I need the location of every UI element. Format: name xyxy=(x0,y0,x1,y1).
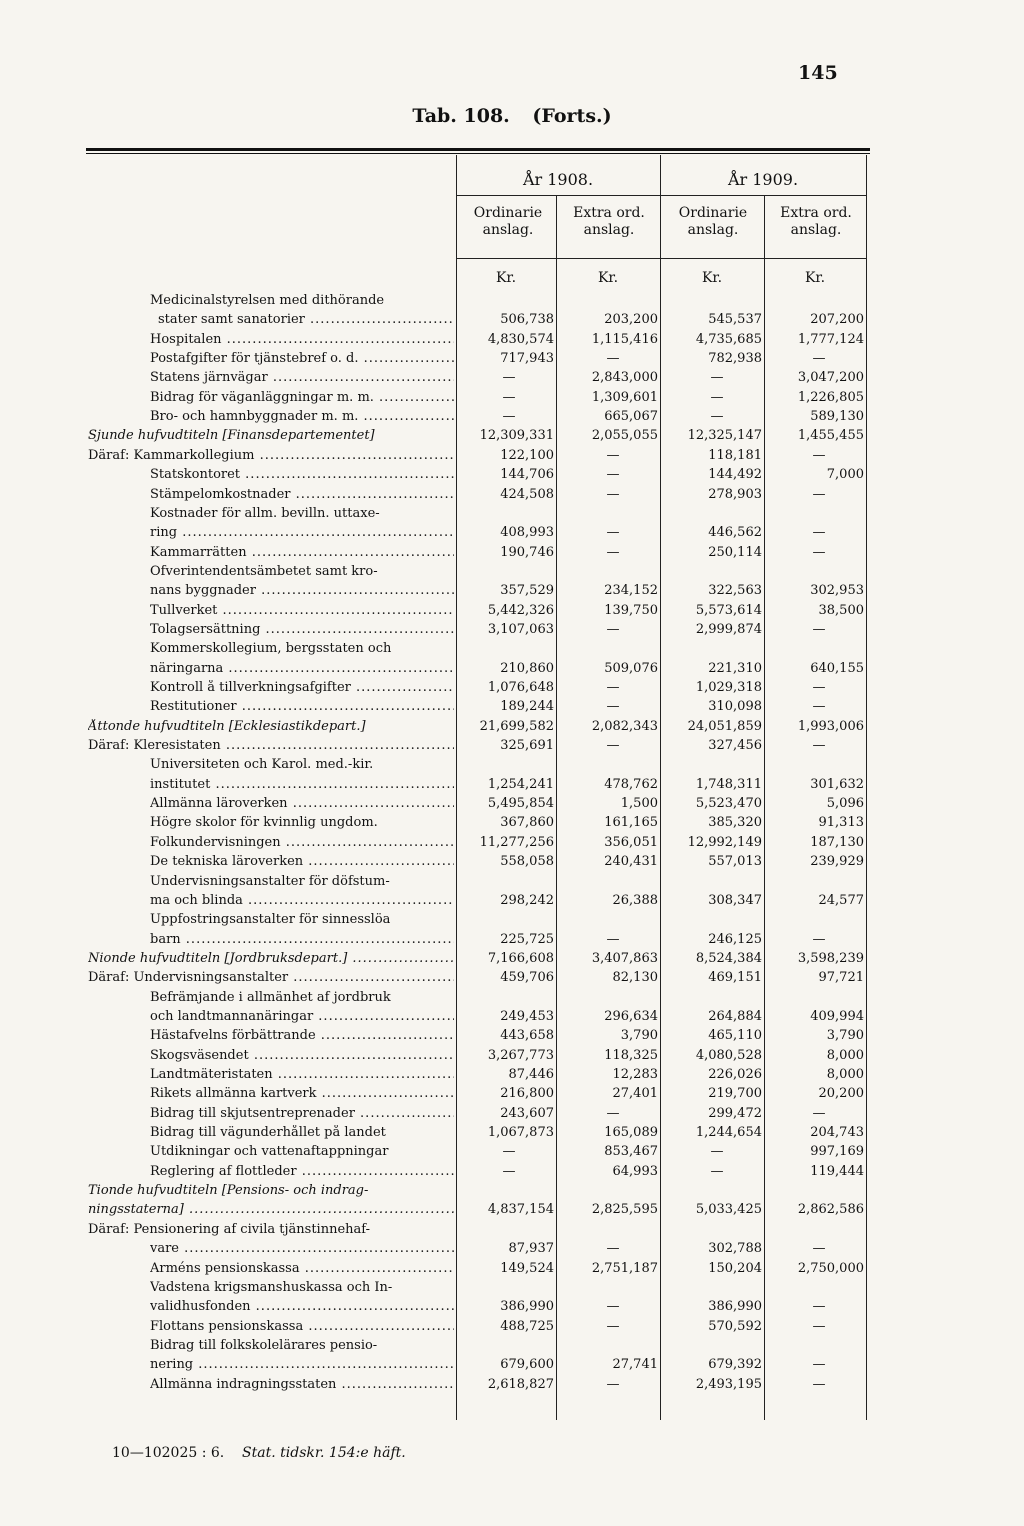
row-value: 357,529 xyxy=(500,583,554,598)
row-value: 139,750 xyxy=(604,603,658,618)
row-label: Undervisningsanstalter för döfstum- xyxy=(150,874,390,889)
row-value: 459,706 xyxy=(500,970,554,985)
row-value: 12,309,331 xyxy=(479,428,554,443)
row-value: 424,508 xyxy=(500,487,554,502)
row-value: 87,446 xyxy=(508,1067,554,1082)
row-value: — xyxy=(812,487,826,502)
row-value: 2,055,055 xyxy=(591,428,658,443)
row-value: 408,993 xyxy=(500,525,554,540)
row-label: Uppfostringsanstalter för sinnesslöa xyxy=(150,912,391,927)
row-value: 20,200 xyxy=(818,1086,864,1101)
row-value: 1,076,648 xyxy=(487,680,554,695)
row-value: 570,592 xyxy=(708,1319,762,1334)
footnote xyxy=(112,1445,406,1461)
row-value: — xyxy=(606,351,620,366)
row-value: 64,993 xyxy=(612,1164,658,1179)
row-value: — xyxy=(812,738,826,753)
row-value: — xyxy=(606,1299,620,1314)
row-value: 239,929 xyxy=(810,854,864,869)
row-value: — xyxy=(812,932,826,947)
subhead-1908-ordinary: Ordinarie anslag. xyxy=(473,205,543,238)
row-value: 665,067 xyxy=(604,409,658,424)
row-value: 207,200 xyxy=(810,312,864,327)
row-value: 246,125 xyxy=(708,932,762,947)
row-value: 165,089 xyxy=(604,1125,658,1140)
row-label: De tekniska läroverken ..... xyxy=(150,854,454,871)
row-value: 219,700 xyxy=(708,1086,762,1101)
top-rule-heavy xyxy=(86,148,870,151)
row-value: — xyxy=(812,448,826,463)
row-label: nans byggnader ..... xyxy=(150,583,454,600)
col-divider-year xyxy=(660,155,661,1420)
row-value: 122,100 xyxy=(500,448,554,463)
row-value: — xyxy=(812,1377,826,1392)
table-title xyxy=(0,105,1024,127)
row-value: 91,313 xyxy=(818,815,864,830)
row-value: 278,903 xyxy=(708,487,762,502)
row-label: Stämpelomkostnader ..... xyxy=(150,487,454,504)
row-value: 853,467 xyxy=(604,1144,658,1159)
row-value: 149,524 xyxy=(500,1261,554,1276)
row-value: 298,242 xyxy=(500,893,554,908)
row-value: — xyxy=(710,1144,724,1159)
row-label: Bro- och hamnbyggnader m. m. ..... xyxy=(150,409,454,426)
row-value: 24,051,859 xyxy=(687,719,762,734)
row-label: ningsstaterna] ..... xyxy=(88,1202,454,1219)
row-value: 144,706 xyxy=(500,467,554,482)
col-divider-label xyxy=(456,155,457,1420)
row-value: — xyxy=(502,409,516,424)
row-value: 150,204 xyxy=(708,1261,762,1276)
row-value: 1,115,416 xyxy=(591,332,658,347)
currency-3: Kr. xyxy=(701,270,723,286)
footnote-source: Stat. tidskr. 154:e häft. xyxy=(242,1445,406,1461)
row-value: — xyxy=(606,932,620,947)
row-label: Flottans pensionskassa ..... xyxy=(150,1319,454,1336)
row-value: 3,790 xyxy=(620,1028,658,1043)
row-value: — xyxy=(710,390,724,405)
row-label: Befrämjande i allmänhet af jordbruk xyxy=(150,990,391,1005)
row-value: — xyxy=(812,1299,826,1314)
year-underline xyxy=(456,195,866,196)
row-label: Däraf: Kleresistaten ..... xyxy=(88,738,454,755)
row-label: ring ..... xyxy=(150,525,454,542)
row-value: — xyxy=(606,467,620,482)
currency-2: Kr. xyxy=(597,270,619,286)
footnote-code: 10—102025 : 6. xyxy=(112,1445,225,1461)
row-value: 5,033,425 xyxy=(695,1202,762,1217)
row-label: Allmänna läroverken ..... xyxy=(150,796,454,813)
row-value: — xyxy=(812,545,826,560)
row-label: Universiteten och Karol. med.-kir. xyxy=(150,757,374,772)
row-value: 3,790 xyxy=(826,1028,864,1043)
row-value: 545,537 xyxy=(708,312,762,327)
row-label: Allmänna indragningsstaten ..... xyxy=(150,1377,454,1394)
row-value: 465,110 xyxy=(708,1028,762,1043)
row-value: 409,994 xyxy=(810,1009,864,1024)
row-label: Rikets allmänna kartverk ..... xyxy=(150,1086,454,1103)
row-label: och landtmannanäringar ..... xyxy=(150,1009,454,1026)
row-label: Åttonde hufvudtiteln [Ecklesiastikdepart.] xyxy=(88,719,366,734)
row-label: Hospitalen ..... xyxy=(150,332,454,349)
row-label: Statskontoret ..... xyxy=(150,467,454,484)
row-value: — xyxy=(502,370,516,385)
row-value: 38,500 xyxy=(818,603,864,618)
row-value: — xyxy=(812,699,826,714)
row-value: 302,788 xyxy=(708,1241,762,1256)
row-label: Bidrag för väganläggningar m. m. ..... xyxy=(150,390,454,407)
row-value: 4,735,685 xyxy=(695,332,762,347)
row-value: 26,388 xyxy=(612,893,658,908)
row-value: — xyxy=(710,1164,724,1179)
row-value: 1,455,455 xyxy=(797,428,864,443)
row-label: Statens järnvägar ..... xyxy=(150,370,454,387)
row-value: 310,098 xyxy=(708,699,762,714)
row-value: 5,573,614 xyxy=(695,603,762,618)
row-value: 1,067,873 xyxy=(487,1125,554,1140)
row-value: 322,563 xyxy=(708,583,762,598)
row-value: 243,607 xyxy=(500,1106,554,1121)
row-label: Skogsväsendet ..... xyxy=(150,1048,454,1065)
row-value: 1,244,654 xyxy=(695,1125,762,1140)
row-value: 234,152 xyxy=(604,583,658,598)
row-label: Folkundervisningen ..... xyxy=(150,835,454,852)
row-label: Utdikningar och vattenaftappningar xyxy=(150,1144,389,1159)
row-value: 187,130 xyxy=(810,835,864,850)
row-label: institutet ..... xyxy=(150,777,454,794)
row-label: Däraf: Pensionering af civila tjänstinnehaf- xyxy=(88,1222,371,1237)
row-label: Kammarrätten ..... xyxy=(150,545,454,562)
row-label: Däraf: Kammarkollegium ..... xyxy=(88,448,454,465)
row-value: 5,442,326 xyxy=(487,603,554,618)
row-value: 488,725 xyxy=(500,1319,554,1334)
row-value: 5,096 xyxy=(826,796,864,811)
row-value: 8,000 xyxy=(826,1048,864,1063)
row-label: näringarna ..... xyxy=(150,661,454,678)
row-value: — xyxy=(812,525,826,540)
page-number: 145 xyxy=(798,62,838,84)
row-value: 478,762 xyxy=(604,777,658,792)
row-value: 161,165 xyxy=(604,815,658,830)
row-label: Högre skolor för kvinnlig ungdom. xyxy=(150,815,378,830)
row-value: 557,013 xyxy=(708,854,762,869)
row-label: Bidrag till folkskolelärares pensio- xyxy=(150,1338,378,1353)
row-label: vare ..... xyxy=(150,1241,454,1258)
row-value: 5,523,470 xyxy=(695,796,762,811)
row-value: — xyxy=(606,487,620,502)
row-value: 119,444 xyxy=(810,1164,864,1179)
row-value: 210,860 xyxy=(500,661,554,676)
row-value: 589,130 xyxy=(810,409,864,424)
row-value: 3,407,863 xyxy=(591,951,658,966)
row-value: 1,777,124 xyxy=(797,332,864,347)
row-value: 264,884 xyxy=(708,1009,762,1024)
row-value: 3,267,773 xyxy=(487,1048,554,1063)
row-label: Nionde hufvudtiteln [Jordbruksdepart.] ..... xyxy=(88,951,454,968)
row-value: — xyxy=(812,1319,826,1334)
row-value: 1,309,601 xyxy=(591,390,658,405)
row-value: 327,456 xyxy=(708,738,762,753)
row-value: — xyxy=(606,525,620,540)
row-label: Postafgifter för tjänstebref o. d. ..... xyxy=(150,351,454,368)
row-value: 506,738 xyxy=(500,312,554,327)
row-value: — xyxy=(812,1106,826,1121)
row-value: — xyxy=(502,390,516,405)
row-value: 446,562 xyxy=(708,525,762,540)
row-value: 2,618,827 xyxy=(487,1377,554,1392)
row-value: 2,082,343 xyxy=(591,719,658,734)
row-value: 509,076 xyxy=(604,661,658,676)
row-value: 782,938 xyxy=(708,351,762,366)
row-value: 12,992,149 xyxy=(687,835,762,850)
row-label: Tullverket ..... xyxy=(150,603,454,620)
row-value: 308,347 xyxy=(708,893,762,908)
row-value: — xyxy=(812,622,826,637)
row-value: 203,200 xyxy=(604,312,658,327)
row-value: — xyxy=(812,351,826,366)
year-1909: År 1909. xyxy=(727,170,799,189)
row-value: — xyxy=(606,1377,620,1392)
row-value: 240,431 xyxy=(604,854,658,869)
row-value: 2,751,187 xyxy=(591,1261,658,1276)
row-label: Kontroll å tillverkningsafgifter ..... xyxy=(150,680,454,697)
row-value: 189,244 xyxy=(500,699,554,714)
row-value: 1,226,805 xyxy=(797,390,864,405)
row-label: nering ..... xyxy=(150,1357,454,1374)
header-underline xyxy=(456,258,866,259)
row-value: 216,800 xyxy=(500,1086,554,1101)
row-label: stater samt sanatorier ..... xyxy=(158,312,454,329)
row-label: Restitutioner ..... xyxy=(150,699,454,716)
row-value: 12,283 xyxy=(612,1067,658,1082)
row-value: 221,310 xyxy=(708,661,762,676)
row-value: — xyxy=(812,680,826,695)
row-label: barn ..... xyxy=(150,932,454,949)
row-value: 225,725 xyxy=(500,932,554,947)
row-value: — xyxy=(606,680,620,695)
row-value: 2,493,195 xyxy=(695,1377,762,1392)
row-label: Bidrag till skjutsentreprenader ..... xyxy=(150,1106,454,1123)
row-value: 2,750,000 xyxy=(797,1261,864,1276)
row-value: — xyxy=(606,699,620,714)
row-value: 118,181 xyxy=(708,448,762,463)
row-value: 385,320 xyxy=(708,815,762,830)
row-label: Arméns pensionskassa ..... xyxy=(150,1261,454,1278)
row-value: 8,000 xyxy=(826,1067,864,1082)
row-value: — xyxy=(606,1241,620,1256)
row-value: 469,151 xyxy=(708,970,762,985)
subhead-1908-extra: Extra ord. anslag. xyxy=(573,205,645,238)
row-value: 296,634 xyxy=(604,1009,658,1024)
row-value: 87,937 xyxy=(508,1241,554,1256)
row-value: 97,721 xyxy=(818,970,864,985)
row-value: 3,598,239 xyxy=(797,951,864,966)
row-value: 367,860 xyxy=(500,815,554,830)
row-value: 4,837,154 xyxy=(487,1202,554,1217)
row-label: Öfverintendentsämbetet samt kro- xyxy=(150,564,378,579)
row-value: 2,999,874 xyxy=(695,622,762,637)
row-value: 7,000 xyxy=(826,467,864,482)
row-value: — xyxy=(812,1357,826,1372)
row-value: 1,254,241 xyxy=(487,777,554,792)
row-value: — xyxy=(710,370,724,385)
currency-4: Kr. xyxy=(804,270,826,286)
row-value: 717,943 xyxy=(500,351,554,366)
row-value: 356,051 xyxy=(604,835,658,850)
row-value: — xyxy=(502,1144,516,1159)
row-value: 1,500 xyxy=(620,796,658,811)
row-value: 301,632 xyxy=(810,777,864,792)
row-value: — xyxy=(812,1241,826,1256)
row-value: 4,830,574 xyxy=(487,332,554,347)
row-value: 558,058 xyxy=(500,854,554,869)
row-label: Tionde hufvudtiteln [Pensions- och indrag- xyxy=(88,1183,369,1198)
row-value: 443,658 xyxy=(500,1028,554,1043)
row-value: — xyxy=(606,448,620,463)
row-value: — xyxy=(606,1319,620,1334)
row-value: 27,741 xyxy=(612,1357,658,1372)
row-value: 27,401 xyxy=(612,1086,658,1101)
row-value: 997,169 xyxy=(810,1144,864,1159)
row-value: 1,993,006 xyxy=(797,719,864,734)
row-label: validhusfonden ..... xyxy=(150,1299,454,1316)
top-rule-thin xyxy=(86,153,870,154)
row-value: 8,524,384 xyxy=(695,951,762,966)
row-value: 82,130 xyxy=(612,970,658,985)
row-label: ma och blinda ..... xyxy=(150,893,454,910)
year-1908: År 1908. xyxy=(522,170,594,189)
row-label: Medicinalstyrelsen med dithörande xyxy=(150,293,385,308)
row-value: 21,699,582 xyxy=(479,719,554,734)
row-label: Bidrag till vägunderhållet på landet xyxy=(150,1125,386,1140)
row-value: 12,325,147 xyxy=(687,428,762,443)
row-value: 144,492 xyxy=(708,467,762,482)
row-label: Sjunde hufvudtiteln [Finansdepartementet] xyxy=(88,428,375,443)
row-value: 11,277,256 xyxy=(479,835,554,850)
row-value: 5,495,854 xyxy=(487,796,554,811)
row-value: 640,155 xyxy=(810,661,864,676)
table-number: Tab. 108. xyxy=(412,105,510,127)
row-label: Kommerskollegium, bergsstaten och xyxy=(150,641,392,656)
row-value: 386,990 xyxy=(500,1299,554,1314)
row-value: — xyxy=(606,545,620,560)
row-value: — xyxy=(502,1164,516,1179)
currency-1: Kr. xyxy=(495,270,517,286)
row-label: Däraf: Undervisningsanstalter ..... xyxy=(88,970,454,987)
row-value: — xyxy=(606,1106,620,1121)
row-value: 1,029,318 xyxy=(695,680,762,695)
row-value: 226,026 xyxy=(708,1067,762,1082)
col-divider-3 xyxy=(764,195,765,1420)
row-label: Reglering af flottleder ..... xyxy=(150,1164,454,1181)
row-value: 1,748,311 xyxy=(695,777,762,792)
subhead-1909-extra: Extra ord. anslag. xyxy=(780,205,852,238)
row-value: 679,600 xyxy=(500,1357,554,1372)
row-value: 250,114 xyxy=(708,545,762,560)
continuation-label: (Forts.) xyxy=(532,105,612,127)
row-value: 7,166,608 xyxy=(487,951,554,966)
row-value: 4,080,528 xyxy=(695,1048,762,1063)
row-value: 386,990 xyxy=(708,1299,762,1314)
row-value: — xyxy=(606,622,620,637)
row-value: 190,746 xyxy=(500,545,554,560)
row-value: 3,107,063 xyxy=(487,622,554,637)
row-value: — xyxy=(606,738,620,753)
row-value: 204,743 xyxy=(810,1125,864,1140)
col-divider-1 xyxy=(556,195,557,1420)
row-value: 24,577 xyxy=(818,893,864,908)
row-label: Vadstena krigsmanshuskassa och In- xyxy=(150,1280,393,1295)
row-label: Landtmäteristaten ..... xyxy=(150,1067,454,1084)
row-label: Hästafvelns förbättrande ..... xyxy=(150,1028,454,1045)
row-value: 2,825,595 xyxy=(591,1202,658,1217)
row-label: Kostnader för allm. bevilln. uttaxe- xyxy=(150,506,380,521)
row-value: 679,392 xyxy=(708,1357,762,1372)
row-value: — xyxy=(710,409,724,424)
col-divider-right xyxy=(866,155,867,1420)
row-value: 3,047,200 xyxy=(797,370,864,385)
row-value: 249,453 xyxy=(500,1009,554,1024)
row-value: 2,843,000 xyxy=(591,370,658,385)
row-value: 299,472 xyxy=(708,1106,762,1121)
row-value: 118,325 xyxy=(604,1048,658,1063)
row-value: 325,691 xyxy=(500,738,554,753)
row-value: 302,953 xyxy=(810,583,864,598)
row-label: Tolagsersättning ..... xyxy=(150,622,454,639)
row-value: 2,862,586 xyxy=(797,1202,864,1217)
subhead-1909-ordinary: Ordinarie anslag. xyxy=(678,205,748,238)
